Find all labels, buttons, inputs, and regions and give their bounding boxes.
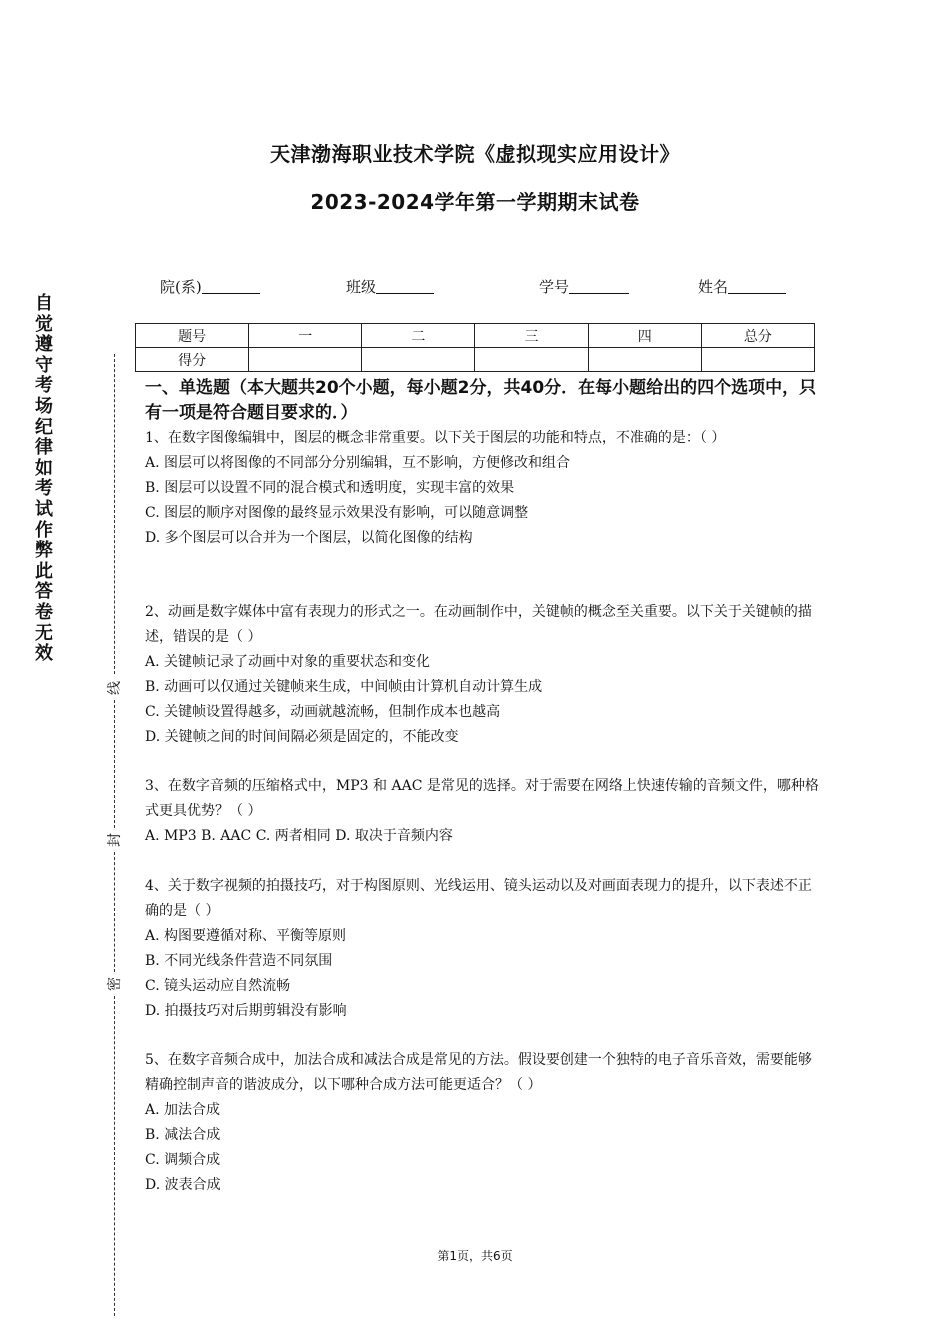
question-option[interactable]: A. 加法合成 [145, 1102, 221, 1118]
question-option[interactable]: A. 关键帧记录了动画中对象的重要状态和变化 [145, 654, 431, 670]
score-label-cell: 得分 [136, 348, 249, 372]
question-option[interactable]: B. 图层可以设置不同的混合模式和透明度，实现丰富的效果 [145, 480, 515, 496]
score-cell[interactable] [588, 348, 701, 372]
exam-title-line1: 天津渤海职业技术学院《虚拟现实应用设计》 [270, 142, 680, 166]
info-field-class[interactable] [346, 276, 434, 297]
question-stem: 3、在数字音频的压缩格式中，MP3 和 AAC 是常见的选择。对于需要在网络上快速传输的音频文件，哪种格式更具优势？（ ） [145, 778, 819, 819]
seal-dashed-line [114, 354, 115, 674]
question-option[interactable]: A. MP3 B. AAC C. 两者相同 D. 取决于音频内容 [145, 828, 453, 844]
info-field-label: 学号 [539, 278, 570, 296]
seal-dashed-line [114, 996, 115, 1316]
question-4 [145, 874, 825, 1024]
question-option[interactable]: C. 关键帧设置得越多，动画就越流畅，但制作成本也越高 [145, 704, 501, 720]
seal-mark-line: 线 [104, 679, 124, 697]
score-header-cell: 总分 [701, 324, 814, 348]
question-option[interactable]: B. 不同光线条件营造不同氛围 [145, 953, 333, 969]
question-option[interactable]: D. 多个图层可以合并为一个图层，以简化图像的结构 [145, 530, 473, 546]
seal-mark-secret: 密 [104, 975, 124, 993]
question-option[interactable]: C. 镜头运动应自然流畅 [145, 978, 291, 994]
question-stem: 1、在数字图像编辑中，图层的概念非常重要。以下关于图层的功能和特点，不准确的是：（ ） [145, 430, 726, 446]
question-option[interactable]: C. 调频合成 [145, 1152, 221, 1168]
question-stem: 4、关于数字视频的拍摄技巧，对于构图原则、光线运用、镜头运动以及对画面表现力的提升，以下表述不正确的是（ ） [145, 878, 812, 919]
question-stem: 2、动画是数字媒体中富有表现力的形式之一。在动画制作中，关键帧的概念至关重要。以下关于关键帧的描述，错误的是（ ） [145, 604, 812, 645]
seal-dashed-line [114, 700, 115, 828]
page-footer: 第1页，共6页 [437, 1249, 513, 1263]
info-field-student-id[interactable] [539, 276, 629, 297]
info-field-department[interactable] [160, 276, 260, 297]
question-option[interactable]: D. 拍摄技巧对后期剪辑没有影响 [145, 1003, 347, 1019]
info-field-label: 院(系) [160, 278, 202, 296]
info-field-blank[interactable] [569, 277, 629, 294]
question-option[interactable]: D. 关键帧之间的时间间隔必须是固定的，不能改变 [145, 729, 459, 745]
question-option[interactable]: C. 图层的顺序对图像的最终显示效果没有影响，可以随意调整 [145, 505, 529, 521]
info-field-label: 姓名 [698, 278, 729, 296]
question-1 [145, 426, 825, 551]
question-option[interactable]: B. 减法合成 [145, 1127, 221, 1143]
side-notice: 自觉遵守考场纪律如考试作弊此答卷无效 [35, 293, 53, 665]
student-info-row [0, 276, 950, 300]
score-cell[interactable] [475, 348, 588, 372]
score-header-cell: 四 [588, 324, 701, 348]
info-field-blank[interactable] [728, 277, 786, 294]
score-table-header-row [136, 324, 815, 348]
question-3 [145, 774, 825, 849]
section-heading: 一、单选题（本大题共20个小题，每小题2分，共40分．在每小题给出的四个选项中，只有一项是符合题目要求的．） [145, 378, 817, 423]
info-field-blank[interactable] [376, 277, 434, 294]
question-stem: 5、在数字音频合成中，加法合成和减法合成是常见的方法。假设要创建一个独特的电子音乐音效，需要能够精确控制声音的谐波成分，以下哪种合成方法可能更适合？（ ） [145, 1052, 812, 1093]
question-option[interactable]: B. 动画可以仅通过关键帧来生成，中间帧由计算机自动计算生成 [145, 679, 543, 695]
score-header-cell: 题号 [136, 324, 249, 348]
seal-dashed-line [114, 852, 115, 972]
score-cell[interactable] [249, 348, 362, 372]
score-table-score-row [136, 348, 815, 372]
info-field-label: 班级 [346, 278, 377, 296]
question-2 [145, 600, 825, 750]
info-field-name[interactable] [698, 276, 786, 297]
question-5 [145, 1048, 825, 1198]
seal-mark-seal: 封 [104, 831, 124, 849]
question-option[interactable]: A. 图层可以将图像的不同部分分别编辑，互不影响，方便修改和组合 [145, 455, 571, 471]
info-field-blank[interactable] [202, 277, 260, 294]
exam-title-line2: 2023-2024学年第一学期期末试卷 [310, 190, 640, 214]
score-header-cell: 三 [475, 324, 588, 348]
question-option[interactable]: A. 构图要遵循对称、平衡等原则 [145, 928, 347, 944]
score-header-cell: 一 [249, 324, 362, 348]
question-option[interactable]: D. 波表合成 [145, 1177, 221, 1193]
score-cell[interactable] [701, 348, 814, 372]
score-cell[interactable] [362, 348, 475, 372]
score-table [135, 323, 815, 372]
score-header-cell: 二 [362, 324, 475, 348]
